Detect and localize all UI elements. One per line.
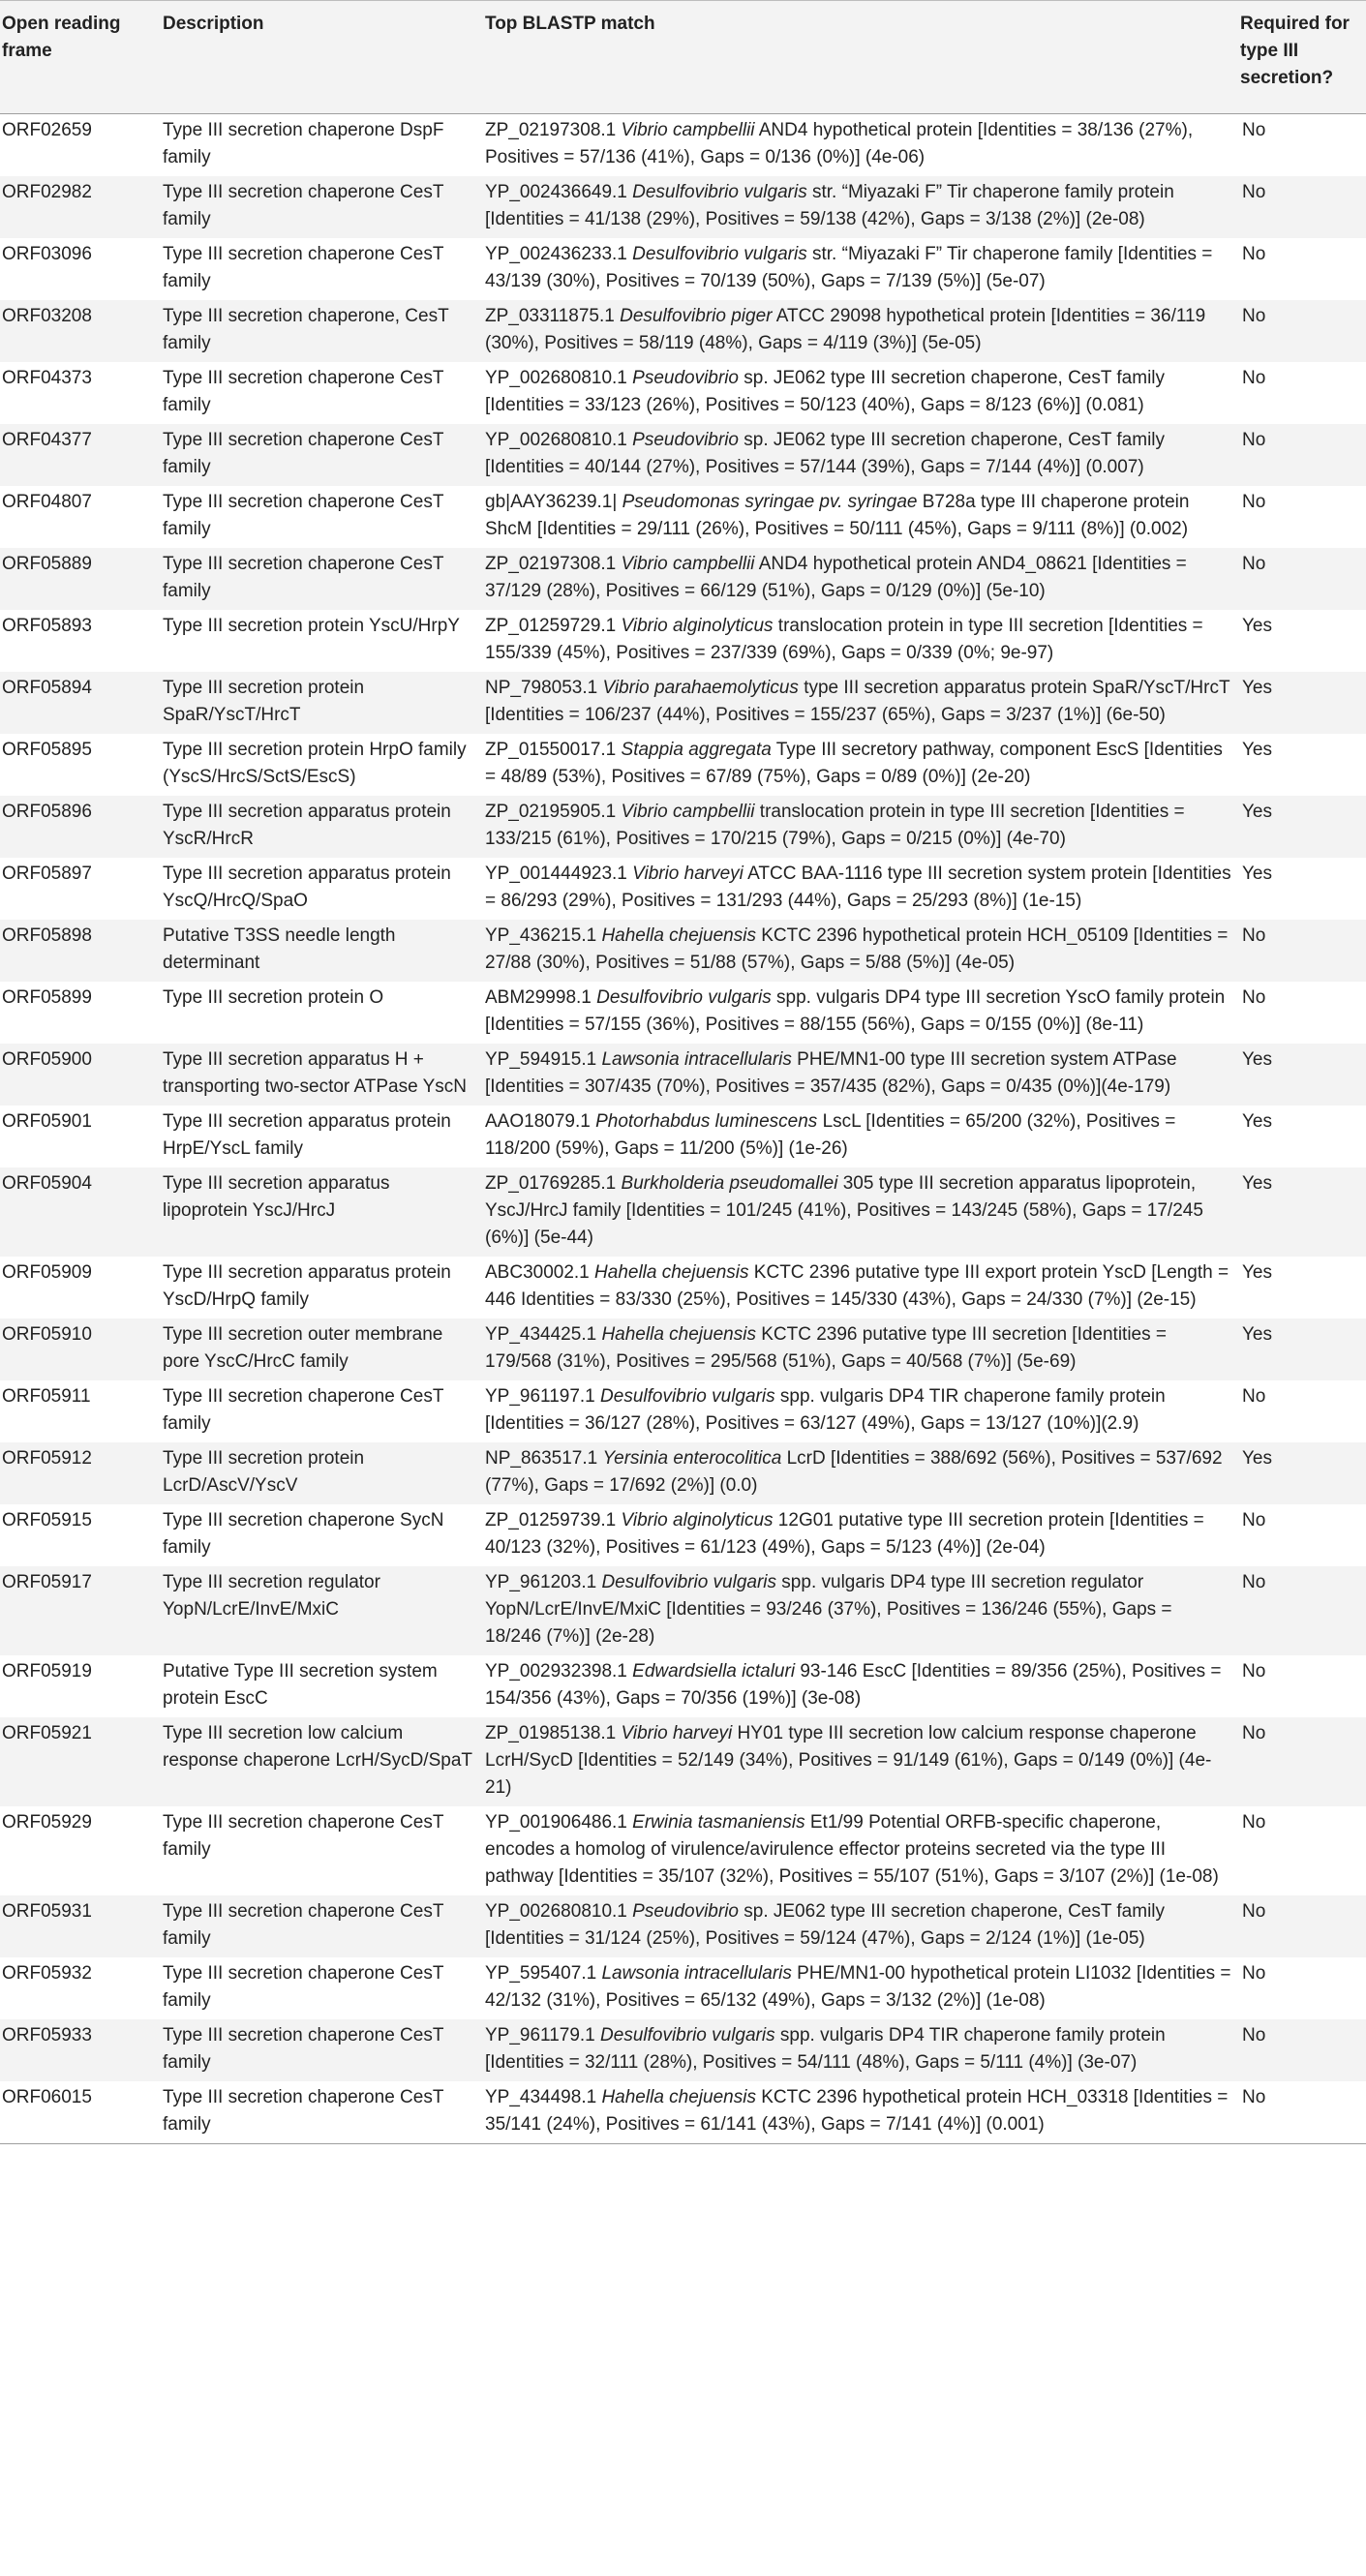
match-details: spp. vulgaris DP4 type III secretion regulator YopN/LcrE/InvE/MxiC [Identities = 93/246 (37%), Positives = 136/246 (55%), Gaps = 18/246 (7%)] (2e-28) xyxy=(485,1572,1172,1647)
table-row xyxy=(0,486,1366,548)
species-name: Edwardsiella ictaluri xyxy=(632,1661,796,1682)
accession: YP_002680810.1 xyxy=(485,368,633,388)
species-name: Pseudovibrio xyxy=(632,368,739,388)
species-name: Vibrio alginolyticus xyxy=(621,616,774,636)
table-row xyxy=(0,734,1366,796)
match-details: KCTC 2396 hypothetical protein HCH_05109 [Identities = 27/88 (30%), Positives = 51/88 (57%), Gaps = 5/88 (5%)] (4e-05) xyxy=(485,925,1229,973)
accession: YP_002680810.1 xyxy=(485,430,633,450)
required-cell: No xyxy=(1242,2087,1266,2107)
accession: YP_594915.1 xyxy=(485,1049,602,1070)
required-cell: Yes xyxy=(1242,802,1272,822)
accession: ABC30002.1 xyxy=(485,1262,595,1283)
species-name: Hahella chejuensis xyxy=(601,925,756,946)
species-name: Lawsonia intracellularis xyxy=(601,1049,792,1070)
match-details: KCTC 2396 hypothetical protein HCH_03318 [Identities = 35/141 (24%), Positives = 61/141 (43%), Gaps = 7/141 (4%)] (0.001) xyxy=(485,2087,1229,2135)
match-details: ATCC 29098 hypothetical protein [Identities = 36/119 (30%), Positives = 58/119 (48%), Gaps = 4/119 (3%)] (5e-05) xyxy=(485,306,1206,353)
species-name: Desulfovibrio vulgaris xyxy=(632,182,807,202)
orf-cell: ORF05921 xyxy=(2,1723,92,1743)
table-row xyxy=(0,238,1366,300)
table-row xyxy=(0,796,1366,858)
table-row xyxy=(0,982,1366,1044)
table-header xyxy=(0,1,1366,114)
blastp-cell xyxy=(483,1442,1238,1504)
blastp-cell xyxy=(483,982,1238,1044)
species-name: Desulfovibrio vulgaris xyxy=(601,1572,777,1592)
match-details: HY01 type III secretion low calcium response chaperone LcrH/SycD [Identities = 52/149 (34%), Positives = 91/149 (61%), Gaps = 0/149 (0%)] (4e-21) xyxy=(485,1723,1212,1798)
table-row xyxy=(0,1895,1366,1957)
required-cell: No xyxy=(1242,430,1266,450)
match-details: LscL [Identities = 65/200 (32%), Positives = 118/200 (59%), Gaps = 11/200 (5%)] (1e-26) xyxy=(485,1111,1176,1159)
description-cell: Type III secretion chaperone CesT family xyxy=(163,492,444,539)
table-row xyxy=(0,1504,1366,1566)
species-name: Desulfovibrio vulgaris xyxy=(600,2025,775,2046)
species-name: Hahella chejuensis xyxy=(601,2087,756,2107)
match-details: spp. vulgaris DP4 TIR chaperone family protein [Identities = 32/111 (28%), Positives = 54/111 (48%), Gaps = 5/111 (4%)] (3e-07) xyxy=(485,2025,1166,2073)
match-details: AND4 hypothetical protein AND4_08621 [Identities = 37/129 (28%), Positives = 66/129 (51%), Gaps = 0/129 (0%)] (5e-10) xyxy=(485,554,1187,601)
species-name: Desulfovibrio vulgaris xyxy=(596,987,772,1008)
accession: ZP_01550017.1 xyxy=(485,740,622,760)
accession: ZP_03311875.1 xyxy=(485,306,621,326)
blastp-cell xyxy=(483,672,1238,734)
description-cell: Type III secretion chaperone CesT family xyxy=(163,1901,444,1949)
required-cell: Yes xyxy=(1242,864,1272,884)
required-cell: No xyxy=(1242,2025,1266,2046)
blastp-cell xyxy=(483,486,1238,548)
accession: ZP_01769285.1 xyxy=(485,1173,622,1194)
accession: YP_002680810.1 xyxy=(485,1901,633,1922)
orf-cell: ORF03208 xyxy=(2,306,92,326)
species-name: Stappia aggregata xyxy=(621,740,772,760)
table-row xyxy=(0,1442,1366,1504)
table-row xyxy=(0,1167,1366,1257)
blastp-cell xyxy=(483,2019,1238,2081)
accession: YP_436215.1 xyxy=(485,925,602,946)
description-cell: Type III secretion protein O xyxy=(163,987,384,1008)
blastp-cell xyxy=(483,548,1238,610)
required-cell: No xyxy=(1242,1510,1266,1530)
orf-cell: ORF05911 xyxy=(2,1386,91,1407)
required-cell: No xyxy=(1242,1963,1266,1984)
accession: YP_434425.1 xyxy=(485,1324,602,1345)
required-cell: Yes xyxy=(1242,1049,1272,1070)
orf-cell: ORF05910 xyxy=(2,1324,92,1345)
required-cell: No xyxy=(1242,368,1266,388)
orf-cell: ORF05917 xyxy=(2,1572,92,1592)
match-details: KCTC 2396 putative type III secretion [Identities = 179/568 (31%), Positives = 295/568 (51%), Gaps = 40/568 (7%)] (5e-69) xyxy=(485,1324,1167,1372)
accession: ZP_02195905.1 xyxy=(485,802,622,822)
species-name: Pseudovibrio xyxy=(632,1901,739,1922)
orf-cell: ORF05929 xyxy=(2,1812,92,1833)
species-name: Vibrio alginolyticus xyxy=(621,1510,774,1530)
match-details: 12G01 putative type III secretion protein [Identities = 40/123 (32%), Positives = 61/123 (49%), Gaps = 5/123 (4%)] (2e-04) xyxy=(485,1510,1204,1558)
table-row xyxy=(0,1655,1366,1717)
orf-cell: ORF05933 xyxy=(2,2025,92,2046)
table-row xyxy=(0,1318,1366,1380)
table-row xyxy=(0,2019,1366,2081)
description-cell: Type III secretion low calcium response chaperone LcrH/SycD/SpaT xyxy=(163,1723,472,1771)
orf-cell: ORF05894 xyxy=(2,678,92,698)
blastp-cell xyxy=(483,1806,1238,1895)
required-cell: No xyxy=(1242,306,1266,326)
required-cell: Yes xyxy=(1242,678,1272,698)
accession: YP_434498.1 xyxy=(485,2087,602,2107)
accession: NP_798053.1 xyxy=(485,678,603,698)
description-cell: Putative T3SS needle length determinant xyxy=(163,925,396,973)
species-name: Erwinia tasmaniensis xyxy=(632,1812,805,1833)
table-row xyxy=(0,672,1366,734)
required-cell: No xyxy=(1242,492,1266,512)
blastp-cell xyxy=(483,424,1238,486)
description-cell: Type III secretion protein YscU/HrpY xyxy=(163,616,460,636)
description-cell: Type III secretion protein SpaR/YscT/HrcT xyxy=(163,678,365,725)
description-cell: Putative Type III secretion system protein EscC xyxy=(163,1661,438,1709)
blastp-cell xyxy=(483,114,1238,177)
required-cell: No xyxy=(1242,120,1266,140)
match-details: sp. JE062 type III secretion chaperone, CesT family [Identities = 40/144 (27%), Positives = 57/144 (39%), Gaps = 7/144 (4%)] (0.007) xyxy=(485,430,1166,477)
orf-cell: ORF03096 xyxy=(2,244,92,264)
description-cell: Type III secretion chaperone DspF family xyxy=(163,120,444,167)
table-row xyxy=(0,548,1366,610)
blastp-cell xyxy=(483,1318,1238,1380)
orf-cell: ORF02982 xyxy=(2,182,92,202)
table-row xyxy=(0,858,1366,920)
accession: ZP_01259739.1 xyxy=(485,1510,622,1530)
accession: ZP_01985138.1 xyxy=(485,1723,622,1743)
required-cell: No xyxy=(1242,554,1266,574)
orf-cell: ORF05931 xyxy=(2,1901,92,1922)
species-name: Lawsonia intracellularis xyxy=(601,1963,792,1984)
match-details: spp. vulgaris DP4 type III secretion YscO family protein [Identities = 57/155 (36%), Positives = 88/155 (56%), Gaps = 0/155 (0%)] (8e-11) xyxy=(485,987,1226,1035)
species-name: Desulfovibrio vulgaris xyxy=(632,244,807,264)
table-row xyxy=(0,1257,1366,1318)
table-row xyxy=(0,610,1366,672)
required-cell: Yes xyxy=(1242,1111,1272,1132)
accession: gb|AAY36239.1| xyxy=(485,492,622,512)
match-details: 305 type III secretion apparatus lipoprotein, YscJ/HrcJ family [Identities = 101/245 (41%), Positives = 143/245 (58%), Gaps = 17/245 (6%)] (5e-44) xyxy=(485,1173,1203,1248)
description-cell: Type III secretion chaperone CesT family xyxy=(163,2087,444,2135)
orf-cell: ORF05893 xyxy=(2,616,92,636)
blastp-cell xyxy=(483,1957,1238,2019)
accession: YP_961179.1 xyxy=(485,2025,601,2046)
accession: YP_002436233.1 xyxy=(485,244,633,264)
orf-cell: ORF05896 xyxy=(2,802,92,822)
species-name: Desulfovibrio piger xyxy=(620,306,773,326)
orf-cell: ORF05889 xyxy=(2,554,92,574)
orf-cell: ORF05915 xyxy=(2,1510,92,1530)
species-name: Pseudovibrio xyxy=(632,430,739,450)
description-cell: Type III secretion chaperone CesT family xyxy=(163,182,444,229)
orf-cell: ORF06015 xyxy=(2,2087,92,2107)
table-row xyxy=(0,1044,1366,1106)
table-row xyxy=(0,1380,1366,1442)
header-description: Description xyxy=(163,14,264,34)
description-cell: Type III secretion protein HrpO family (YscS/HrcS/SctS/EscS) xyxy=(163,740,467,787)
description-cell: Type III secretion chaperone CesT family xyxy=(163,368,444,415)
accession: NP_863517.1 xyxy=(485,1448,603,1469)
required-cell: Yes xyxy=(1242,740,1272,760)
blastp-cell xyxy=(483,1655,1238,1717)
blastp-cell xyxy=(483,1566,1238,1655)
species-name: Vibrio parahaemolyticus xyxy=(602,678,799,698)
required-cell: No xyxy=(1242,1661,1266,1682)
blastp-cell xyxy=(483,734,1238,796)
blastp-cell xyxy=(483,300,1238,362)
required-cell: No xyxy=(1242,987,1266,1008)
required-cell: Yes xyxy=(1242,1173,1272,1194)
blastp-cell xyxy=(483,1167,1238,1257)
description-cell: Type III secretion chaperone CesT family xyxy=(163,430,444,477)
match-details: type III secretion apparatus protein SpaR/YscT/HrcT [Identities = 106/237 (44%), Positives = 155/237 (65%), Gaps = 3/237 (1%)] (6e-50) xyxy=(485,678,1230,725)
species-name: Vibrio campbellii xyxy=(621,554,755,574)
accession: YP_002932398.1 xyxy=(485,1661,633,1682)
orf-cell: ORF05895 xyxy=(2,740,92,760)
blastp-cell xyxy=(483,796,1238,858)
table-row xyxy=(0,362,1366,424)
header-orf: Open reading frame xyxy=(2,14,121,61)
match-details: 93-146 EscC [Identities = 89/356 (25%), Positives = 154/356 (43%), Gaps = 70/356 (19%)] (3e-08) xyxy=(485,1661,1222,1709)
species-name: Vibrio harveyi xyxy=(621,1723,733,1743)
orf-cell: ORF05912 xyxy=(2,1448,92,1469)
required-cell: No xyxy=(1242,1812,1266,1833)
table-row xyxy=(0,424,1366,486)
required-cell: No xyxy=(1242,244,1266,264)
table-row xyxy=(0,114,1366,177)
orf-cell: ORF04377 xyxy=(2,430,92,450)
match-details: PHE/MN1-00 hypothetical protein LI1032 [Identities = 42/132 (31%), Positives = 65/132 (49%), Gaps = 3/132 (2%)] (1e-08) xyxy=(485,1963,1231,2011)
accession: YP_961197.1 xyxy=(485,1386,601,1407)
description-cell: Type III secretion chaperone CesT family xyxy=(163,554,444,601)
accession: YP_001444923.1 xyxy=(485,864,633,884)
required-cell: No xyxy=(1242,1901,1266,1922)
table-row xyxy=(0,176,1366,238)
required-cell: Yes xyxy=(1242,616,1272,636)
match-details: sp. JE062 type III secretion chaperone, CesT family [Identities = 33/123 (26%), Positives = 50/123 (40%), Gaps = 8/123 (6%)] (0.081) xyxy=(485,368,1166,415)
header-row xyxy=(0,1,1366,114)
match-details: AND4 hypothetical protein [Identities = 38/136 (27%), Positives = 57/136 (41%), Gaps = 0/136 (0%)] (4e-06) xyxy=(485,120,1194,167)
orf-cell: ORF05901 xyxy=(2,1111,92,1132)
match-details: LcrD [Identities = 388/692 (56%), Positives = 537/692 (77%), Gaps = 17/692 (2%)] (0.0) xyxy=(485,1448,1223,1496)
orf-cell: ORF05897 xyxy=(2,864,92,884)
species-name: Photorhabdus luminescens xyxy=(595,1111,818,1132)
species-name: Pseudomonas syringae pv. syringae xyxy=(622,492,918,512)
table-body xyxy=(0,114,1366,2144)
orf-cell: ORF05898 xyxy=(2,925,92,946)
required-cell: No xyxy=(1242,1572,1266,1592)
match-details: PHE/MN1-00 type III secretion system ATPase [Identities = 307/435 (70%), Positives = 357/435 (82%), Gaps = 0/435 (0%)](4e-179) xyxy=(485,1049,1177,1097)
required-cell: No xyxy=(1242,1723,1266,1743)
required-cell: No xyxy=(1242,925,1266,946)
orf-cell: ORF05900 xyxy=(2,1049,92,1070)
orf-cell: ORF05904 xyxy=(2,1173,92,1194)
description-cell: Type III secretion chaperone CesT family xyxy=(163,2025,444,2073)
table-row xyxy=(0,1566,1366,1655)
species-name: Yersinia enterocolitica xyxy=(602,1448,782,1469)
description-cell: Type III secretion chaperone, CesT family xyxy=(163,306,449,353)
description-cell: Type III secretion chaperone CesT family xyxy=(163,244,444,291)
blastp-cell xyxy=(483,858,1238,920)
accession: YP_595407.1 xyxy=(485,1963,602,1984)
table-row xyxy=(0,1717,1366,1806)
match-details: translocation protein in type III secretion [Identities = 155/339 (45%), Positives = 237/339 (69%), Gaps = 0/339 (0%; 9e-97) xyxy=(485,616,1203,663)
description-cell: Type III secretion apparatus protein YscR/HrcR xyxy=(163,802,451,849)
description-cell: Type III secretion outer membrane pore YscC/HrcC family xyxy=(163,1324,443,1372)
blastp-cell xyxy=(483,176,1238,238)
description-cell: Type III secretion regulator YopN/LcrE/InvE/MxiC xyxy=(163,1572,380,1620)
description-cell: Type III secretion apparatus protein YscQ/HrcQ/SpaO xyxy=(163,864,451,911)
species-name: Hahella chejuensis xyxy=(594,1262,749,1283)
species-name: Vibrio campbellii xyxy=(621,120,755,140)
blastp-cell xyxy=(483,610,1238,672)
blastp-cell xyxy=(483,362,1238,424)
blastp-cell xyxy=(483,1257,1238,1318)
table-row xyxy=(0,300,1366,362)
species-name: Vibrio campbellii xyxy=(621,802,755,822)
accession: ABM29998.1 xyxy=(485,987,597,1008)
required-cell: Yes xyxy=(1242,1262,1272,1283)
blastp-cell xyxy=(483,920,1238,982)
match-details: spp. vulgaris DP4 TIR chaperone family protein [Identities = 36/127 (28%), Positives = 63/127 (49%), Gaps = 13/127 (10%)](2.9) xyxy=(485,1386,1166,1434)
blastp-cell xyxy=(483,1717,1238,1806)
table-row xyxy=(0,1806,1366,1895)
blastp-cell xyxy=(483,1895,1238,1957)
required-cell: Yes xyxy=(1242,1324,1272,1345)
orf-cell: ORF02659 xyxy=(2,120,92,140)
blastp-cell xyxy=(483,2081,1238,2144)
table-row xyxy=(0,1106,1366,1167)
match-details: translocation protein in type III secretion [Identities = 133/215 (61%), Positives = 170/215 (79%), Gaps = 0/215 (0%)] (4e-70) xyxy=(485,802,1185,849)
description-cell: Type III secretion apparatus H + transporting two-sector ATPase YscN xyxy=(163,1049,467,1097)
match-details: Et1/99 Potential ORFB-specific chaperone, encodes a homolog of virulence/avirulence effector proteins secreted via the type III pathway [Identities = 35/107 (32%), Positives = 55/107 (51%), Gaps = 3/107 (2%)] (1e-08) xyxy=(485,1812,1219,1887)
accession: YP_961203.1 xyxy=(485,1572,602,1592)
orf-cell: ORF04807 xyxy=(2,492,92,512)
orf-cell: ORF05899 xyxy=(2,987,92,1008)
match-details: ATCC BAA-1116 type III secretion system protein [Identities = 86/293 (29%), Positives = 131/293 (44%), Gaps = 25/293 (8%)] (1e-15) xyxy=(485,864,1231,911)
table-row xyxy=(0,920,1366,982)
accession: ZP_02197308.1 xyxy=(485,554,622,574)
blastp-cell xyxy=(483,1380,1238,1442)
header-blastp: Top BLASTP match xyxy=(485,14,655,34)
accession: AAO18079.1 xyxy=(485,1111,596,1132)
description-cell: Type III secretion chaperone CesT family xyxy=(163,1386,444,1434)
accession: YP_002436649.1 xyxy=(485,182,633,202)
required-cell: No xyxy=(1242,182,1266,202)
match-details: KCTC 2396 putative type III export protein YscD [Length = 446 Identities = 83/330 (25%), Positives = 145/330 (43%), Gaps = 24/330 (7%)] (2e-15) xyxy=(485,1262,1229,1310)
description-cell: Type III secretion chaperone CesT family xyxy=(163,1812,444,1860)
orf-cell: ORF05919 xyxy=(2,1661,92,1682)
blastp-cell xyxy=(483,238,1238,300)
species-name: Vibrio harveyi xyxy=(632,864,744,884)
description-cell: Type III secretion apparatus protein YscD/HrpQ family xyxy=(163,1262,451,1310)
species-name: Hahella chejuensis xyxy=(601,1324,756,1345)
orf-cell: ORF05909 xyxy=(2,1262,92,1283)
blastp-cell xyxy=(483,1044,1238,1106)
match-details: str. “Miyazaki F” Tir chaperone family protein [Identities = 41/138 (29%), Positives = 59/138 (42%), Gaps = 3/138 (2%)] (2e-08) xyxy=(485,182,1174,229)
match-details: sp. JE062 type III secretion chaperone, CesT family [Identities = 31/124 (25%), Positives = 59/124 (47%), Gaps = 2/124 (1%)] (1e-05) xyxy=(485,1901,1166,1949)
match-details: Type III secretory pathway, component EscS [Identities = 48/89 (53%), Positives = 67/89 (75%), Gaps = 0/89 (0%)] (2e-20) xyxy=(485,740,1223,787)
required-cell: No xyxy=(1242,1386,1266,1407)
description-cell: Type III secretion chaperone CesT family xyxy=(163,1963,444,2011)
description-cell: Type III secretion chaperone SycN family xyxy=(163,1510,444,1558)
header-required: Required for type III secretion? xyxy=(1240,14,1350,88)
match-details: str. “Miyazaki F” Tir chaperone family [Identities = 43/139 (30%), Positives = 70/139 (50%), Gaps = 7/139 (5%)] (5e-07) xyxy=(485,244,1213,291)
description-cell: Type III secretion apparatus protein HrpE/YscL family xyxy=(163,1111,451,1159)
description-cell: Type III secretion protein LcrD/AscV/YscV xyxy=(163,1448,365,1496)
accession: ZP_01259729.1 xyxy=(485,616,622,636)
accession: ZP_02197308.1 xyxy=(485,120,622,140)
accession: YP_001906486.1 xyxy=(485,1812,633,1833)
species-name: Desulfovibrio vulgaris xyxy=(600,1386,775,1407)
table-row xyxy=(0,1957,1366,2019)
species-name: Burkholderia pseudomallei xyxy=(621,1173,838,1194)
blastp-cell xyxy=(483,1106,1238,1167)
table-row xyxy=(0,2081,1366,2144)
orf-cell: ORF04373 xyxy=(2,368,92,388)
orf-cell: ORF05932 xyxy=(2,1963,92,1984)
required-cell: Yes xyxy=(1242,1448,1272,1469)
description-cell: Type III secretion apparatus lipoprotein YscJ/HrcJ xyxy=(163,1173,390,1221)
blastp-cell xyxy=(483,1504,1238,1566)
match-details: B728a type III chaperone protein ShcM [Identities = 29/111 (26%), Positives = 50/111 (45%), Gaps = 9/111 (8%)] (0.002) xyxy=(485,492,1190,539)
